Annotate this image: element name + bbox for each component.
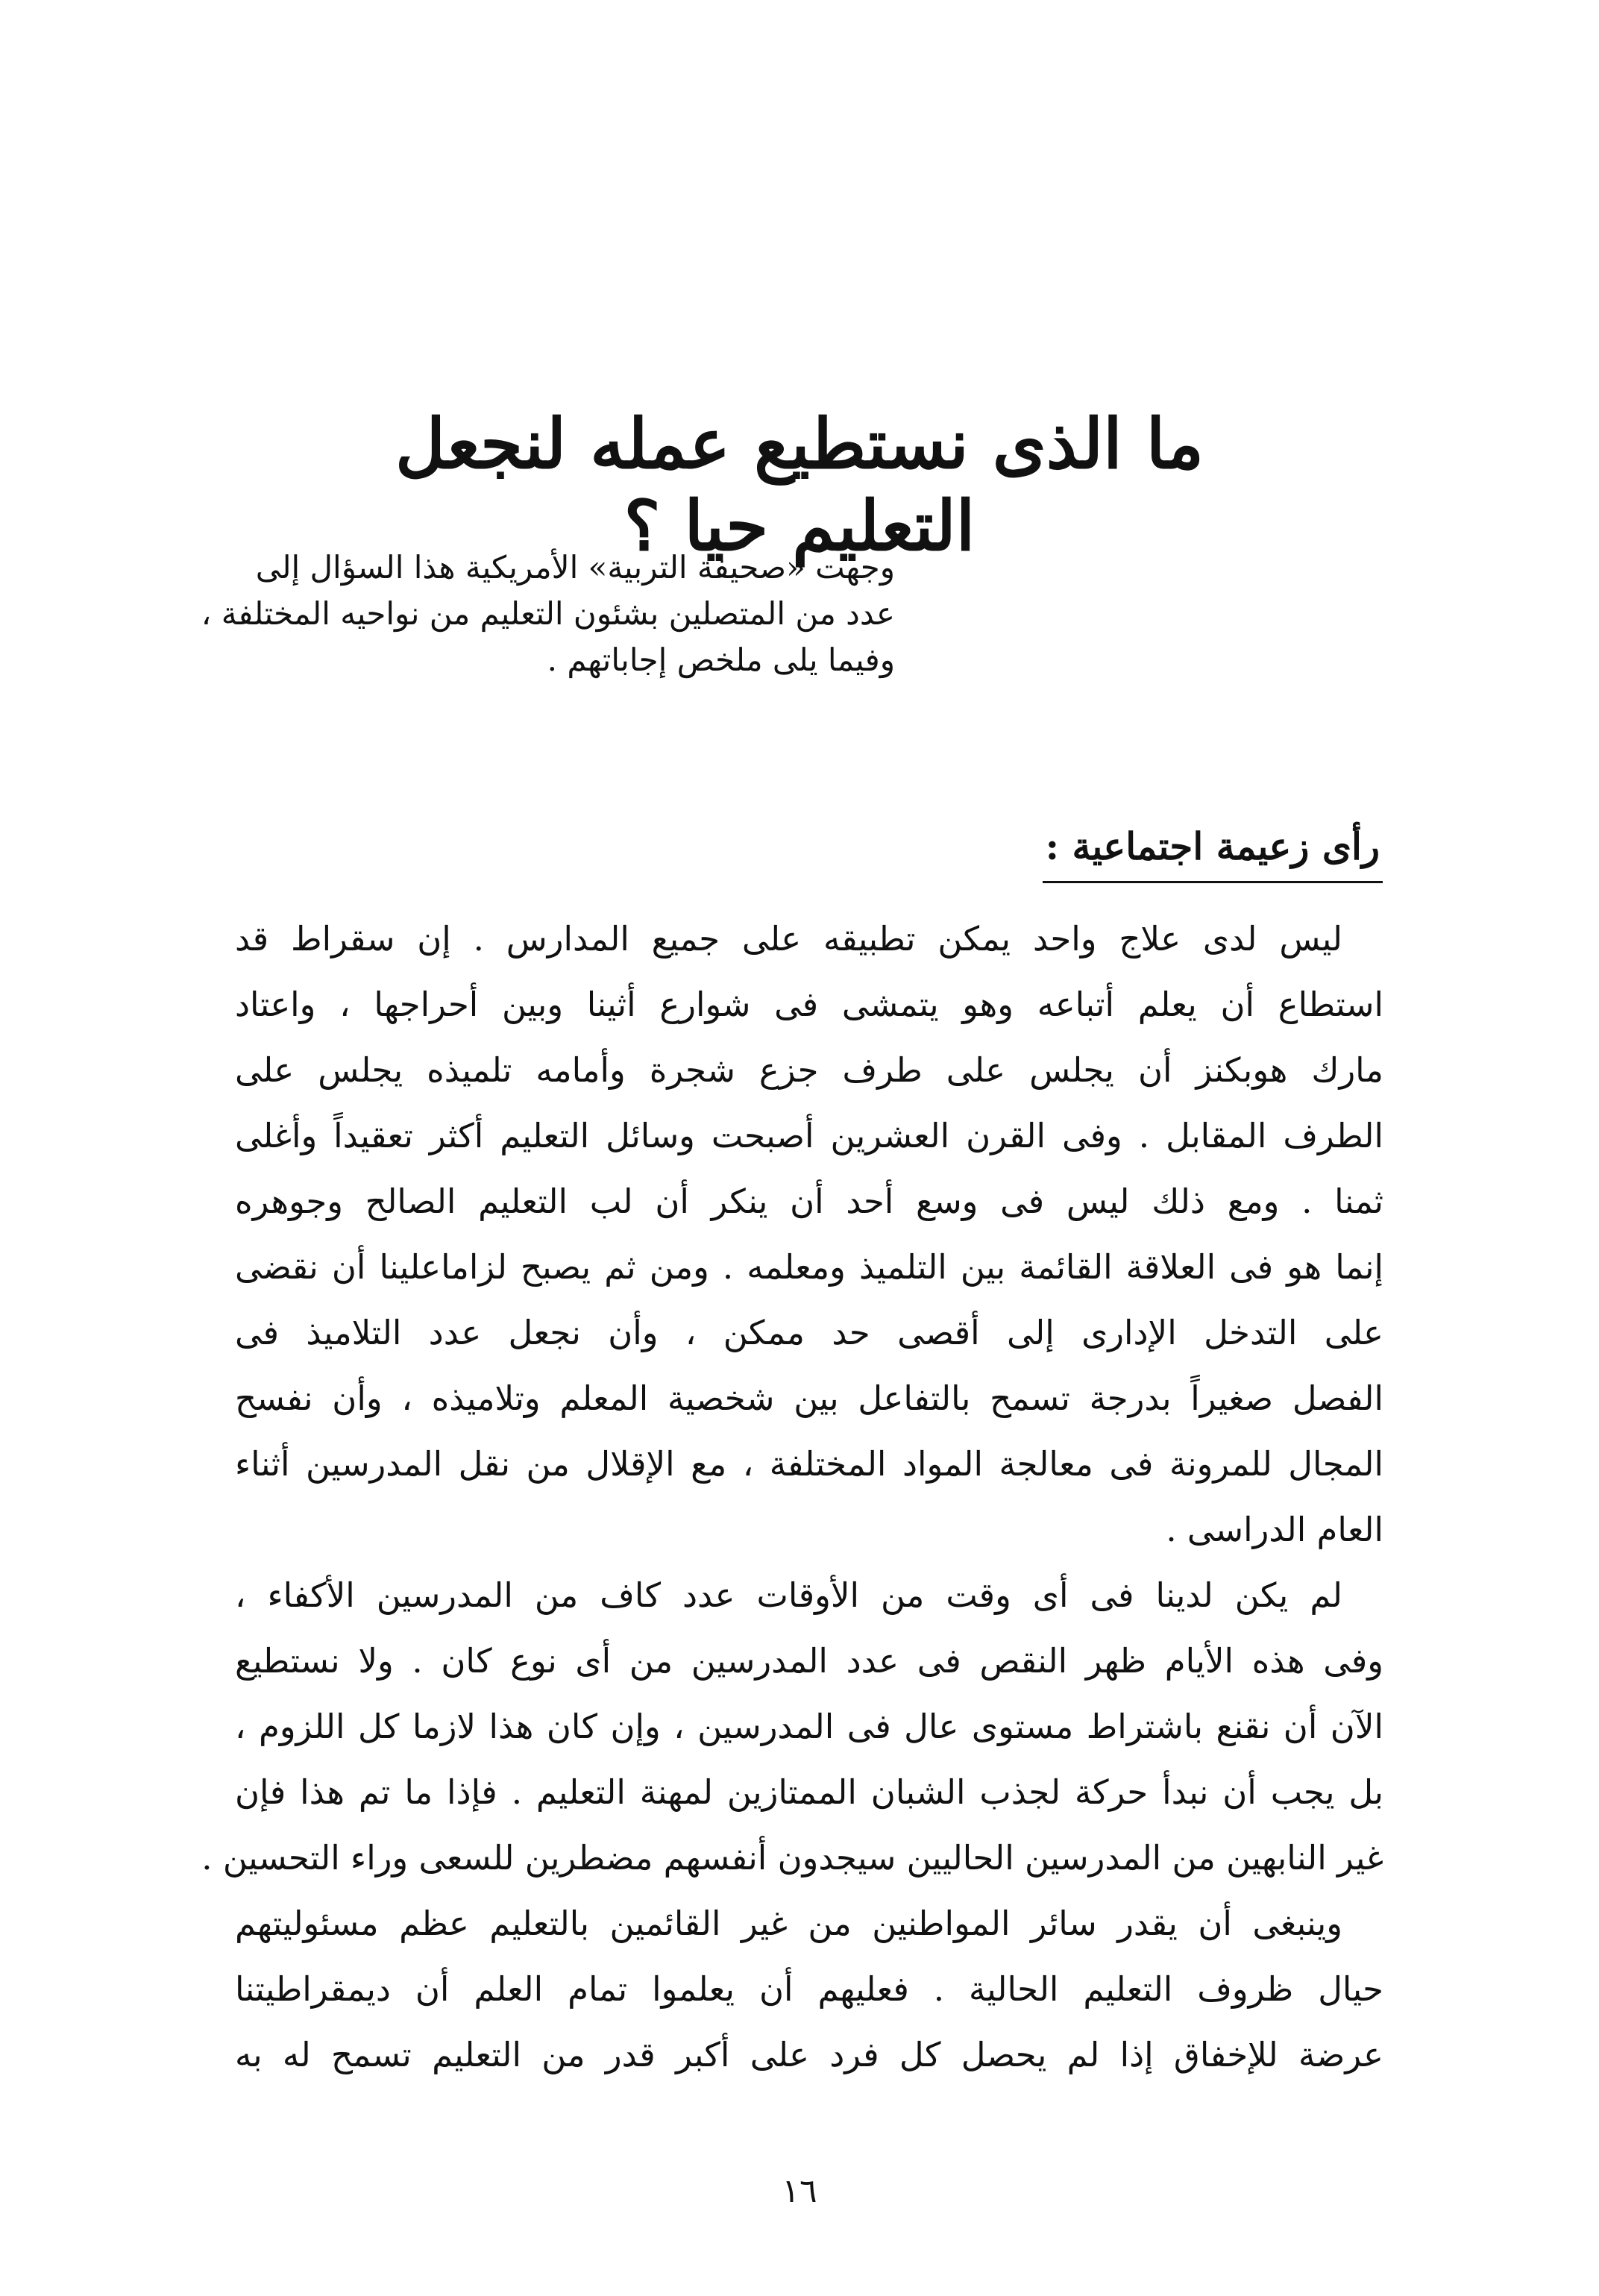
body-line: إنما هو فى العلاقة القائمة بين التلميذ ومعلمه . ومن ثم يصبح لزاماعلينا أن نقضى bbox=[235, 1247, 1383, 1287]
body-line: وفى هذه الأيام ظهر النقص فى عدد المدرسين من أى نوع كان . ولا نستطيع bbox=[235, 1641, 1383, 1681]
intro-line: وجهت «صحيفة التربية» الأمريكية هذا السؤال إلى bbox=[255, 549, 895, 586]
body-line: العام الدراسى . bbox=[1166, 1510, 1383, 1549]
section-heading: رأى زعيمة اجتماعية : bbox=[1043, 817, 1383, 883]
body-line: الفصل صغيراً بدرجة تسمح بالتفاعل بين شخصية المعلم وتلاميذه ، وأن نفسح bbox=[235, 1378, 1383, 1418]
page-title: ما الذى نستطيع عمله لنجعل التعليم حيا ؟ bbox=[395, 404, 1204, 567]
body-line: على التدخل الإدارى إلى أقصى حد ممكن ، وأن نجعل عدد التلاميذ فى bbox=[235, 1313, 1383, 1352]
body-line: غير النابهين من المدرسين الحاليين سيجدون أنفسهم مضطرين للسعى وراء التحسين . bbox=[201, 1838, 1383, 1878]
body-line: ثمنا . ومع ذلك ليس فى وسع أحد أن ينكر أن لب التعليم الصالح وجوهره bbox=[235, 1182, 1383, 1221]
intro-paragraph bbox=[201, 545, 895, 683]
page-number: ١٦ bbox=[782, 2172, 817, 2210]
intro-line: وفيما يلى ملخص إجاباتهم . bbox=[547, 642, 895, 678]
body-line: الطرف المقابل . وفى القرن العشرين أصبحت وسائل التعليم أكثر تعقيداً وأغلى bbox=[235, 1116, 1383, 1155]
body-line: مارك هوبكنز أن يجلس على طرف جزع شجرة وأمامه تلميذه يجلس على bbox=[235, 1050, 1383, 1090]
body-line: وينبغى أن يقدر سائر المواطنين من غير القائمين بالتعليم عظم مسئوليتهم bbox=[235, 1904, 1342, 1943]
body-line: لم يكن لدينا فى أى وقت من الأوقات عدد كاف من المدرسين الأكفاء ، bbox=[235, 1575, 1342, 1615]
body-line: الآن أن نقنع باشتراط مستوى عال فى المدرسين ، وإن كان هذا لازما كل اللزوم ، bbox=[235, 1707, 1383, 1746]
body-line: بل يجب أن نبدأ حركة لجذب الشبان الممتازين لمهنة التعليم . فإذا ما تم هذا فإن bbox=[235, 1772, 1383, 1812]
body-line: ليس لدى علاج واحد يمكن تطبيقه على جميع المدارس . إن سقراط قد bbox=[235, 919, 1342, 959]
body-line: المجال للمرونة فى معالجة المواد المختلفة ، مع الإقلال من نقل المدرسين أثناء bbox=[235, 1444, 1383, 1484]
body-line: عرضة للإخفاق إذا لم يحصل كل فرد على أكبر قدر من التعليم تسمح له به bbox=[235, 2035, 1383, 2074]
body-text bbox=[201, 906, 1383, 2088]
body-line: حيال ظروف التعليم الحالية . فعليهم أن يعلموا تمام العلم أن ديمقراطيتنا bbox=[235, 1969, 1383, 2009]
body-line: استطاع أن يعلم أتباعه وهو يتمشى فى شوارع أثينا وبين أحراجها ، واعتاد bbox=[235, 985, 1383, 1024]
intro-line: عدد من المتصلين بشئون التعليم من نواحيه المختلفة ، bbox=[201, 595, 895, 632]
